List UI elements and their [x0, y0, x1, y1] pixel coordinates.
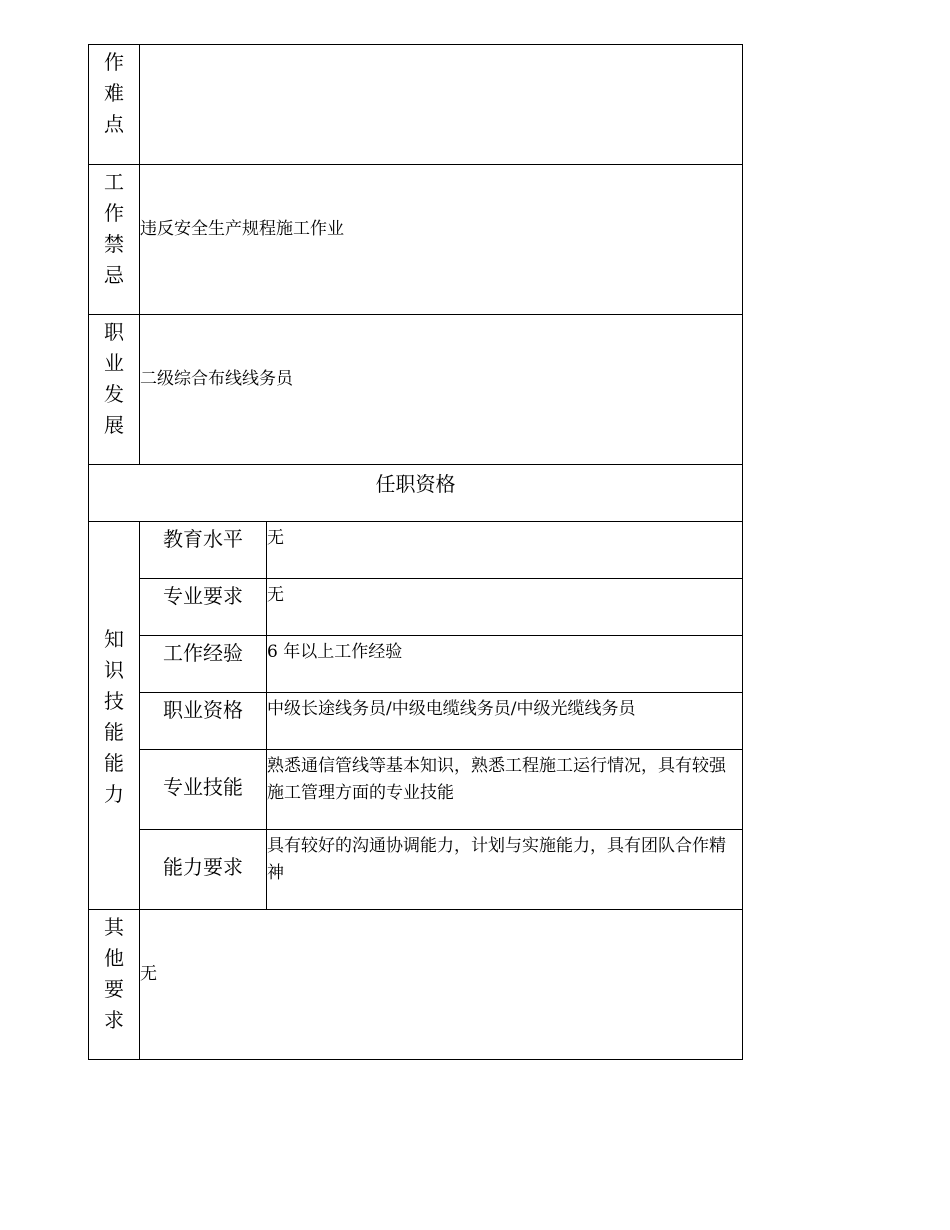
content-other-text: 无 [140, 964, 157, 984]
qual-value-certification [267, 693, 743, 750]
qual-label-education: 教育水平 [140, 522, 267, 579]
qual-label-ability-text: 能力要求 [163, 854, 243, 879]
section-title: 任职资格 [89, 465, 743, 522]
qual-value-certification-text: 中级长途线务员/中级电缆线务员/中级光缆线务员 [267, 699, 636, 719]
qual-value-experience [267, 636, 743, 693]
label-char: 忌 [104, 263, 124, 287]
label-char: 业 [104, 351, 124, 375]
qual-value-major [267, 579, 743, 636]
row-other [89, 910, 743, 1060]
row-career [89, 315, 743, 465]
label-career-text [89, 315, 139, 441]
row-difficulty [89, 45, 743, 165]
content-taboo-text: 违反安全生产规程施工作业 [140, 219, 344, 239]
label-char: 能 [104, 719, 124, 744]
qual-row [89, 636, 743, 693]
qual-row [89, 522, 743, 579]
content-taboo [140, 165, 743, 315]
label-char: 识 [104, 657, 124, 682]
qual-value-education-text: 无 [267, 528, 284, 548]
qual-label-major: 专业要求 [140, 579, 267, 636]
label-char: 难 [104, 81, 124, 105]
label-other-text [89, 910, 139, 1036]
qual-value-major-text: 无 [267, 585, 284, 605]
label-char: 他 [104, 946, 124, 970]
label-char: 知 [104, 626, 124, 651]
qual-label-experience: 工作经验 [140, 636, 267, 693]
content-difficulty [140, 45, 743, 165]
content-career [140, 315, 743, 465]
label-other [89, 910, 140, 1060]
label-char: 职 [104, 320, 124, 344]
label-taboo [89, 165, 140, 315]
qual-value-experience-text: 6 年以上工作经验 [267, 642, 403, 662]
label-skills-group-text [89, 622, 139, 810]
qual-label-skills-text: 专业技能 [163, 774, 243, 799]
label-char: 能 [104, 750, 124, 775]
label-char: 其 [104, 915, 124, 939]
job-description-table [88, 44, 743, 1060]
qual-row [89, 750, 743, 830]
label-char: 点 [104, 112, 124, 136]
qual-value-skills [267, 750, 743, 830]
qual-value-skills-text: 熟悉通信管线等基本知识，熟悉工程施工运行情况，具有较强施工管理方面的专业技能 [267, 756, 726, 803]
label-char: 力 [104, 781, 124, 806]
qual-value-ability-text: 具有较好的沟通协调能力，计划与实施能力，具有团队合作精神 [267, 836, 726, 883]
label-char: 作 [104, 50, 124, 74]
qual-label-skills [140, 750, 267, 830]
label-career [89, 315, 140, 465]
qual-value-education [267, 522, 743, 579]
qual-row [89, 693, 743, 750]
label-char: 作 [104, 201, 124, 225]
qual-row [89, 830, 743, 910]
label-difficulty-text [89, 45, 139, 140]
label-char: 求 [104, 1008, 124, 1032]
label-char: 展 [104, 413, 124, 437]
row-taboo [89, 165, 743, 315]
label-taboo-text [89, 165, 139, 291]
row-qualification-title [89, 465, 743, 522]
label-char: 禁 [104, 232, 124, 256]
label-char: 技 [104, 688, 124, 713]
qual-row [89, 579, 743, 636]
qual-label-ability [140, 830, 267, 910]
label-char: 工 [104, 170, 124, 194]
qual-label-certification: 职业资格 [140, 693, 267, 750]
label-skills-group [89, 522, 140, 910]
qual-value-ability [267, 830, 743, 910]
label-char: 要 [104, 977, 124, 1001]
label-char: 发 [104, 382, 124, 406]
content-other [140, 910, 743, 1060]
label-difficulty [89, 45, 140, 165]
content-career-text: 二级综合布线线务员 [140, 369, 293, 389]
